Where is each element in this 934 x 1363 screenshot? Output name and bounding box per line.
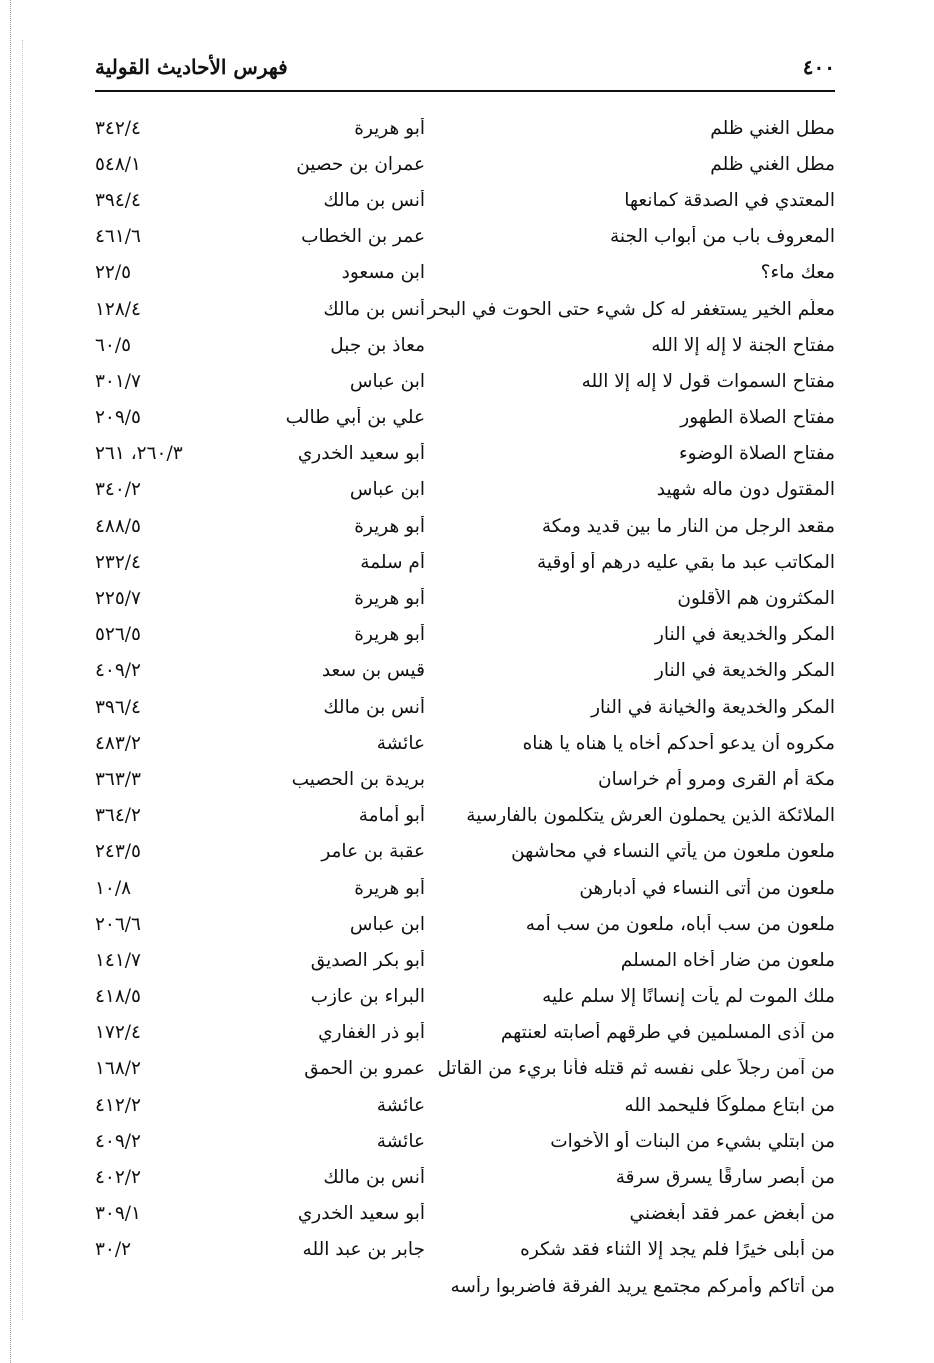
- narrator-name: أبو هريرة: [354, 624, 425, 646]
- volume-page-reference: ٥٤٨/١: [95, 153, 141, 175]
- volume-page-reference: ٣٦٤/٢: [95, 805, 141, 827]
- hadith-text: مفتاح السموات قول لا إله إلا الله: [581, 370, 835, 392]
- index-entry-row: [95, 979, 835, 1015]
- hadith-text: مكروه أن يدعو أحدكم أخاه يا هناه يا هناه: [522, 732, 835, 754]
- index-entry-row: [95, 1087, 835, 1123]
- volume-page-reference: ٣٦٣/٣: [95, 768, 141, 790]
- narrator-name: أبو هريرة: [354, 515, 425, 537]
- hadith-text: من آذى المسلمين في طرقهم أصابته لعنتهم: [500, 1022, 835, 1044]
- narrator-name: عمران بن حصين: [296, 153, 425, 175]
- volume-page-reference: ٢٣٢/٤: [95, 551, 141, 573]
- narrator-name: بريدة بن الحصيب: [291, 768, 425, 790]
- narrator-name: أنس بن مالك: [323, 189, 425, 211]
- index-page: [95, 0, 835, 1363]
- hadith-text: مقعد الرجل من النار ما بين قديد ومكة: [541, 515, 835, 537]
- volume-page-reference: ٣٩٤/٤: [95, 189, 141, 211]
- hadith-text: مفتاح الصلاة الطهور: [680, 407, 835, 429]
- index-entry-row: [95, 1232, 835, 1268]
- index-entry-row: [95, 725, 835, 761]
- index-entry-row: [95, 291, 835, 327]
- hadith-text: المكر والخديعة في النار: [654, 660, 835, 682]
- index-entry-row: [95, 1268, 835, 1304]
- index-entry-row: [95, 219, 835, 255]
- index-entry-row: [95, 472, 835, 508]
- index-entry-row: [95, 436, 835, 472]
- hadith-text: من أبصر سارقًا يسرق سرقة: [615, 1167, 835, 1189]
- narrator-name: أبو سعيد الخدري: [297, 1203, 425, 1225]
- hadith-text: مفتاح الجنة لا إله إلا الله: [651, 334, 835, 356]
- hadith-text: ملعون من سب أباه، ملعون من سب أمه: [525, 913, 835, 935]
- hadith-text: من ابتلي بشيء من البنات أو الأخوات: [550, 1130, 835, 1152]
- index-entry-row: [95, 942, 835, 978]
- volume-page-reference: ٣٤٢/٤: [95, 117, 141, 139]
- hadith-text: الملائكة الذين يحملون العرش يتكلمون بالفارسية: [466, 805, 835, 827]
- hadith-text: ملعون من ضار أخاه المسلم: [620, 949, 835, 971]
- volume-page-reference: ٤٠٩/٢: [95, 660, 141, 682]
- volume-page-reference: ١٧٢/٤: [95, 1022, 141, 1044]
- hadith-text: من ابتاع مملوكًا فليحمد الله: [624, 1094, 835, 1116]
- volume-page-reference: ٤١٨/٥: [95, 986, 141, 1008]
- hadith-text: من أبغض عمر فقد أبغضني: [629, 1203, 835, 1225]
- hadith-text: ملعون ملعون من يأتي النساء في محاشهن: [511, 841, 835, 863]
- hadith-text: مطل الغني ظلم: [710, 153, 835, 175]
- volume-page-reference: ٥٢٦/٥: [95, 624, 141, 646]
- page-header: [95, 44, 835, 92]
- index-entry-row: [95, 363, 835, 399]
- narrator-name: معاذ بن جبل: [330, 334, 425, 356]
- volume-page-reference: ٤٨٨/٥: [95, 515, 141, 537]
- narrator-name: أنس بن مالك: [323, 298, 425, 320]
- index-entry-row: [95, 110, 835, 146]
- index-entry-row: [95, 508, 835, 544]
- narrator-name: أبو سعيد الخدري: [297, 443, 425, 465]
- index-entry-row: [95, 870, 835, 906]
- volume-page-reference: ١٤١/٧: [95, 949, 141, 971]
- volume-page-reference: ٣٠١/٧: [95, 370, 141, 392]
- hadith-text: معلّم الخير يستغفر له كل شيء حتى الحوت في البحر: [427, 298, 835, 320]
- volume-page-reference: ٣٠٩/١: [95, 1203, 141, 1225]
- narrator-name: جابر بن عبد الله: [302, 1239, 425, 1261]
- index-entry-row: [95, 327, 835, 363]
- narrator-name: عمرو بن الحمق: [304, 1058, 425, 1080]
- volume-page-reference: ٤٨٣/٢: [95, 732, 141, 754]
- page-number: ٤٠٠: [802, 55, 835, 79]
- index-entry-row: [95, 1123, 835, 1159]
- hadith-text: معك ماء؟: [760, 262, 835, 284]
- hadith-text: مكة أم القرى ومرو أم خراسان: [598, 768, 835, 790]
- narrator-name: ابن عباس: [349, 913, 425, 935]
- volume-page-reference: ١٢٨/٤: [95, 298, 141, 320]
- narrator-name: أبو ذر الغفاري: [318, 1022, 425, 1044]
- hadith-text: المكاتب عبد ما بقي عليه درهم أو أوقية: [536, 551, 835, 573]
- volume-page-reference: ٣٠/٢: [95, 1239, 132, 1261]
- narrator-name: أنس بن مالك: [323, 1167, 425, 1189]
- index-entry-row: [95, 1196, 835, 1232]
- hadith-text: المكر والخديعة والخيانة في النار: [591, 696, 835, 718]
- hadith-text: مفتاح الصلاة الوضوء: [678, 443, 835, 465]
- volume-page-reference: ٤٠٢/٢: [95, 1167, 141, 1189]
- index-entry-row: [95, 798, 835, 834]
- volume-page-reference: ٢٠٩/٥: [95, 407, 141, 429]
- hadith-text: مطل الغني ظلم: [710, 117, 835, 139]
- index-entry-row: [95, 689, 835, 725]
- volume-page-reference: ١٦٨/٢: [95, 1058, 141, 1080]
- index-entry-row: [95, 1051, 835, 1087]
- volume-page-reference: ٤٠٩/٢: [95, 1130, 141, 1152]
- index-entry-row: [95, 580, 835, 616]
- index-entry-row: [95, 544, 835, 580]
- volume-page-reference: ١٠/٨: [95, 877, 132, 899]
- narrator-name: قيس بن سعد: [321, 660, 425, 682]
- narrator-name: أم سلمة: [360, 551, 425, 573]
- narrator-name: ابن عباس: [349, 370, 425, 392]
- index-entry-row: [95, 182, 835, 218]
- index-entry-row: [95, 1159, 835, 1195]
- hadith-text: ملعون من أتى النساء في أدبارهن: [579, 877, 835, 899]
- narrator-name: أبو بكر الصديق: [310, 949, 425, 971]
- index-entry-row: [95, 400, 835, 436]
- page-edge-dots-inner: [22, 40, 27, 1320]
- hadith-text: من آمن رجلاً على نفسه ثم قتله فأنا بريء من القاتل: [437, 1058, 835, 1080]
- hadith-text: المعتدي في الصدقة كمانعها: [624, 189, 835, 211]
- volume-page-reference: ٢٢٥/٧: [95, 588, 141, 610]
- hadith-text: من أبلى خيرًا فلم يجد إلا الثناء فقد شكره: [520, 1239, 835, 1261]
- volume-page-reference: ٤١٢/٢: [95, 1094, 141, 1116]
- narrator-name: عائشة: [376, 1130, 425, 1152]
- index-entry-row: [95, 653, 835, 689]
- index-entry-row: [95, 834, 835, 870]
- narrator-name: أبو أمامة: [358, 805, 425, 827]
- index-entry-row: [95, 1015, 835, 1051]
- hadith-text: المقتول دون ماله شهيد: [656, 479, 835, 501]
- index-entry-row: [95, 761, 835, 797]
- narrator-name: ابن عباس: [349, 479, 425, 501]
- narrator-name: عائشة: [376, 1094, 425, 1116]
- index-entry-row: [95, 617, 835, 653]
- volume-page-reference: ٣٩٦/٤: [95, 696, 141, 718]
- hadith-text: المعروف باب من أبواب الجنة: [609, 226, 835, 248]
- volume-page-reference: ٤٦١/٦: [95, 226, 141, 248]
- narrator-name: علي بن أبي طالب: [285, 407, 425, 429]
- volume-page-reference: ٢٠٦/٦: [95, 913, 141, 935]
- volume-page-reference: ٣٤٠/٢: [95, 479, 141, 501]
- volume-page-reference: ٢٢/٥: [95, 262, 132, 284]
- hadith-text: ملك الموت لم يأت إنسانًا إلا سلم عليه: [542, 986, 835, 1008]
- narrator-name: عمر بن الخطاب: [301, 226, 425, 248]
- narrator-name: ابن مسعود: [341, 262, 425, 284]
- narrator-name: أبو هريرة: [354, 877, 425, 899]
- index-entry-row: [95, 255, 835, 291]
- index-entry-row: [95, 146, 835, 182]
- page-edge-dots: [10, 0, 19, 1363]
- hadith-text: المكر والخديعة في النار: [654, 624, 835, 646]
- volume-page-reference: ٦٠/٥: [95, 334, 132, 356]
- running-title: فهرس الأحاديث القولية: [95, 55, 288, 79]
- narrator-name: أنس بن مالك: [323, 696, 425, 718]
- narrator-name: عقبة بن عامر: [321, 841, 425, 863]
- index-entry-row: [95, 906, 835, 942]
- narrator-name: عائشة: [376, 732, 425, 754]
- narrator-name: أبو هريرة: [354, 588, 425, 610]
- narrator-name: البراء بن عازب: [310, 986, 425, 1008]
- hadith-text: من أتاكم وأمركم مجتمع يريد الفرقة فاضربوا رأسه: [450, 1275, 835, 1297]
- hadith-text: المكثرون هم الأقلون: [677, 588, 835, 610]
- narrator-name: أبو هريرة: [354, 117, 425, 139]
- volume-page-reference: ٢٦٠/٣، ٢٦١: [95, 443, 183, 465]
- volume-page-reference: ٢٤٣/٥: [95, 841, 141, 863]
- hadith-index-list: [95, 110, 835, 1304]
